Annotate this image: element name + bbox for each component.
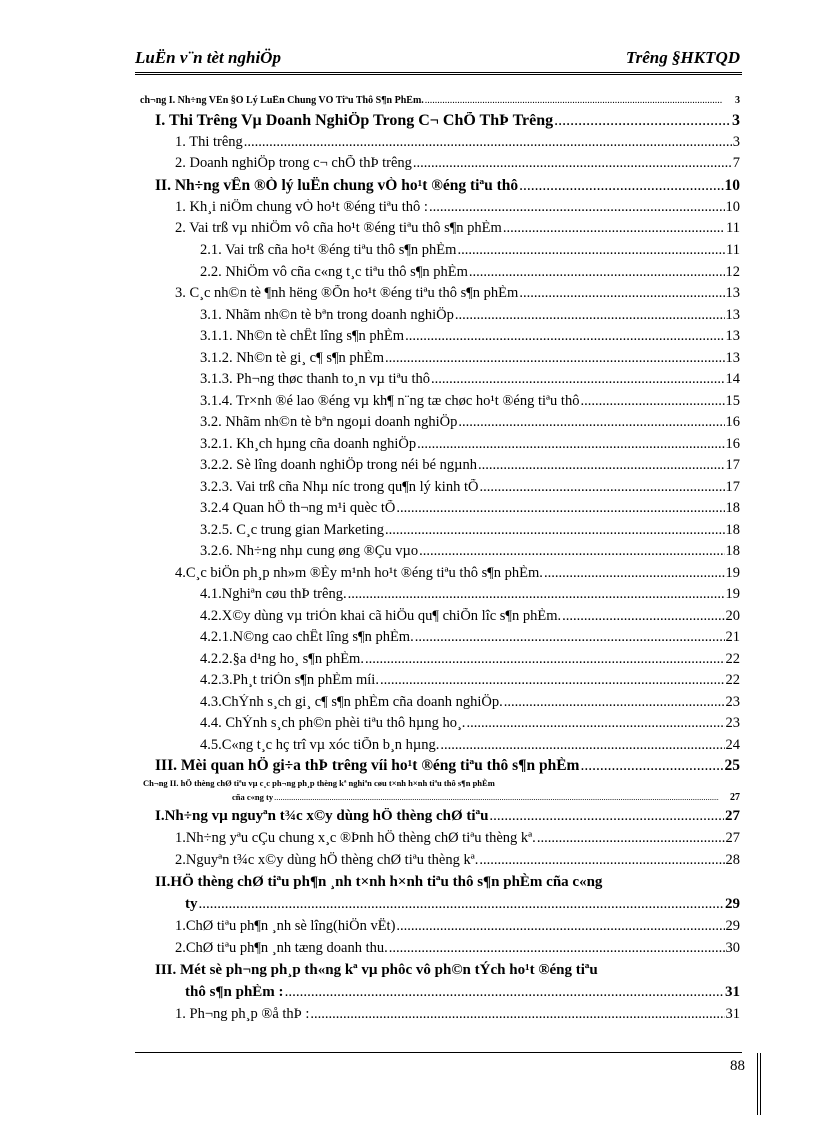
page-header [135, 46, 742, 75]
toc-entry[interactable]: 3.2.2. Sè lîng doanh nghiÖp trong néi bé ngµnh ..... 17 [200, 457, 740, 474]
toc-entry[interactable]: I.Nh÷ng vµ nguyªn t¾c x©y dùng hÖ thèng chØ tiªu ..... 27 [155, 808, 740, 825]
toc-entry[interactable]: 1.Nh÷ng yªu cÇu chung x¸c ®Þnh hÖ thèng chØ tiªu thèng kª. ..... 27 [175, 830, 740, 847]
toc-entry[interactable]: 3.2.5. C¸c trung gian Marketing ..... 18 [200, 522, 740, 539]
toc-entry[interactable]: 1. Thi trêng ..... 3 [175, 134, 740, 151]
toc-entry[interactable]: 3.1.4. Tr×nh ®é lao ®éng vµ kh¶ n¨ng tæ chøc ho¹t ®éng tiªu thô ..... 15 [200, 393, 740, 410]
toc-entry[interactable]: 4.3.ChÝnh s¸ch gi¸ c¶ s¶n phÈm cña doanh nghiÖp. ..... 23 [200, 694, 740, 711]
toc-entry-continued[interactable]: thô s¶n phÈm : ..... 31 [185, 984, 740, 1001]
toc-entry[interactable]: 3.2.1. Kh¸ch hµng cña doanh nghiÖp ..... 16 [200, 436, 740, 453]
toc-entry-section-3[interactable]: III. Mét sè ph¬ng ph¸p th«ng kª vµ phôc vô ph©n tÝch ho¹t ®éng tiªu [155, 962, 598, 978]
toc-entry[interactable]: 3.2.4 Quan hÖ th¬ng m¹i quèc tÕ ..... 18 [200, 500, 740, 517]
header-school: Trêng §HKTQD [625, 48, 740, 67]
toc-entry[interactable]: II. Nh÷ng vÊn ®Ò lý luËn chung vÒ ho¹t ®éng tiªu thô ..... 10 [155, 177, 740, 195]
toc-entry[interactable]: 4.2.2.§a d¹ng ho¸ s¶n phÈm. ..... 22 [200, 651, 740, 668]
toc-entry[interactable]: 4.2.3.Ph¸t triÓn s¶n phÈm míi. ..... 22 [200, 672, 740, 689]
footer-border-line [757, 1053, 758, 1115]
toc-entry[interactable]: 2.Nguyªn t¾c x©y dùng hÖ thèng chØ tiªu thèng kª. ..... 28 [175, 852, 740, 869]
toc-entry[interactable]: 2.ChØ tiªu ph¶n ¸nh tæng doanh thu. ..... 30 [175, 940, 740, 957]
page-number: 88 [730, 1058, 745, 1074]
toc-entry-section-2[interactable]: II.HÖ thèng chØ tiªu ph¶n ¸nh t×nh h×nh tiªu thô s¶n phÈm cña c«ng [155, 874, 603, 890]
toc-entry[interactable]: 3.1.2. Nh©n tè gi¸ c¶ s¶n phÈm ..... 13 [200, 350, 740, 367]
toc-entry[interactable]: 4.2.1.N©ng cao chÊt lîng s¶n phÈm. ..... 21 [200, 629, 740, 646]
toc-entry[interactable]: 3.1. Nhãm nh©n tè bªn trong doanh nghiÖp ..... 13 [200, 307, 740, 324]
toc-entry-continued[interactable]: cña c«ng ty ..... 27 [232, 792, 740, 803]
footer-rule [135, 1052, 742, 1053]
toc-entry[interactable]: 4.2.X©y dùng vµ triÓn khai cã hiÖu qu¶ chiÕn lîc s¶n phÈm. ..... 20 [200, 608, 740, 625]
toc-entry[interactable]: 1. Kh¸i niÖm chung vÒ ho¹t ®éng tiªu thô : ..... 10 [175, 199, 740, 216]
toc-entry[interactable]: ch¬ng I. Nh÷ng VÊn §Ò Lý LuËn Chung VÒ Tiªu Thô S¶n PhÈm. ..... 3 [140, 95, 740, 106]
toc-entry[interactable]: I. Thi Trêng Vµ Doanh NghiÖp Trong C¬ ChÕ ThÞ Trêng ..... 3 [155, 112, 740, 130]
toc-entry[interactable]: 3.2. Nhãm nh©n tè bªn ngoµi doanh nghiÖp ..... 16 [200, 414, 740, 431]
toc-entry[interactable]: 1. Ph¬ng ph¸p ®å thÞ : ..... 31 [175, 1006, 740, 1023]
toc-entry[interactable]: 2.2. NhiÖm vô cña c«ng t¸c tiªu thô s¶n phÈm ..... 12 [200, 264, 740, 281]
toc-entry[interactable]: 2.1. Vai trß cña ho¹t ®éng tiªu thô s¶n phÈm ..... 11 [200, 242, 740, 259]
toc-entry[interactable]: 3. C¸c nh©n tè ¶nh hëng ®Õn ho¹t ®éng tiªu thô s¶n phÈm ..... 13 [175, 285, 740, 302]
footer-border-line [760, 1053, 761, 1115]
toc-entry[interactable]: 2. Vai trß vµ nhiÖm vô cña ho¹t ®éng tiªu thô s¶n phÈm ..... 11 [175, 220, 740, 237]
toc-entry[interactable]: 4.1.Nghiªn cøu thÞ trêng. ..... 19 [200, 586, 740, 603]
toc-entry[interactable]: 4.4. ChÝnh s¸ch ph©n phèi tiªu thô hµng ho¸. ..... 23 [200, 715, 740, 732]
toc-entry-continued[interactable]: ty ..... 29 [185, 896, 740, 913]
toc-entry[interactable]: 2. Doanh nghiÖp trong c¬ chÕ thÞ trêng ..... 7 [175, 155, 740, 172]
header-title: LuËn v¨n tèt nghiÖp [135, 48, 281, 67]
toc-entry[interactable]: 1.ChØ tiªu ph¶n ¸nh sè lîng(hiÖn vËt) ..... 29 [175, 918, 740, 935]
toc-entry[interactable]: 4.5.C«ng t¸c hç trî vµ xóc tiÕn b¸n hµng. ..... 24 [200, 737, 740, 754]
toc-entry[interactable]: 3.1.3. Ph¬ng thøc thanh to¸n vµ tiªu thô ..... 14 [200, 371, 740, 388]
toc-entry[interactable]: 3.1.1. Nh©n tè chÊt lîng s¶n phÈm ..... 13 [200, 328, 740, 345]
toc-entry[interactable]: III. Mèi quan hÖ gi÷a thÞ trêng víi ho¹t ®éng tiªu thô s¶n phÈm ..... 25 [155, 757, 740, 775]
toc-entry[interactable]: 3.2.6. Nh÷ng nhµ cung øng ®Çu vµo ..... 18 [200, 543, 740, 560]
toc-entry[interactable]: 3.2.3. Vai trß cña Nhµ níc trong qu¶n lý kinh tÕ ..... 17 [200, 479, 740, 496]
toc-entry[interactable]: 4.C¸c biÖn ph¸p nh»m ®Èy m¹nh ho¹t ®éng tiªu thô s¶n phÈm. ..... 19 [175, 565, 740, 582]
toc-entry-chapter-2[interactable]: Ch¬ng II. hÖ thèng chØ tiªu vµ c¸c ph¬ng ph¸p thèng kª nghiªn cøu t×nh h×nh tiªu thô s¶n phÈm [143, 778, 495, 788]
